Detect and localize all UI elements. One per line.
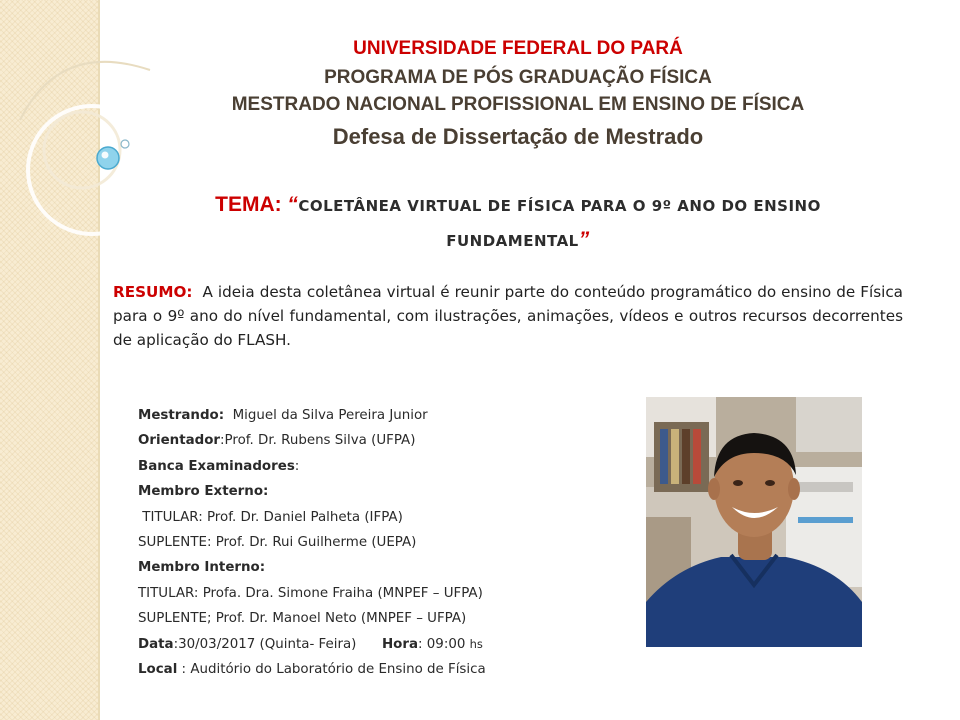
orientador-value: :Prof. Dr. Rubens Silva (UFPA) bbox=[220, 433, 416, 449]
interno-titular-row bbox=[138, 581, 638, 606]
mestrando-label: Mestrando: bbox=[138, 408, 225, 423]
resumo-block bbox=[113, 280, 903, 352]
hora-unit: hs bbox=[469, 636, 483, 651]
membro-externo-label: Membro Externo: bbox=[138, 484, 269, 500]
orientador-label: Orientador bbox=[138, 433, 221, 449]
mestrando-row bbox=[138, 403, 638, 428]
data-hora-row bbox=[138, 632, 638, 657]
membro-interno-label: Membro Interno: bbox=[138, 560, 266, 576]
banca-row bbox=[138, 454, 638, 479]
course-title: MESTRADO NACIONAL PROFISSIONAL EM ENSINO DE FÍSICA bbox=[231, 94, 805, 115]
data-label: Data bbox=[138, 636, 174, 652]
banca-suffix: : bbox=[294, 458, 300, 474]
externo-titular: TITULAR: Prof. Dr. Daniel Palheta (IFPA) bbox=[142, 509, 403, 525]
resumo-colon: : bbox=[186, 283, 193, 301]
tema-close-quote: ” bbox=[578, 228, 590, 251]
data-value: :30/03/2017 (Quinta- Feira) bbox=[173, 636, 357, 652]
tema-open-quote: “ bbox=[287, 193, 299, 216]
interno-suplente: SUPLENTE; Prof. Dr. Manoel Neto (MNPEF – UFPA) bbox=[138, 611, 467, 627]
resumo-text: A ideia desta coletânea virtual é reunir parte do conteúdo programático do ensino de Física para o 9º ano do nível fundamental, com ilustrações, animações, vídeos e outros recursos decorrentes de aplicação do FLASH. bbox=[113, 283, 903, 349]
local-row bbox=[138, 657, 638, 682]
event-title: Defesa de Dissertação de Mestrado bbox=[332, 124, 704, 149]
tema-colon: : bbox=[274, 193, 282, 216]
tema-text-line2: FUNDAMENTAL bbox=[446, 232, 579, 250]
mestrando-value: Miguel da Silva Pereira Junior bbox=[232, 408, 428, 423]
interno-suplente-row bbox=[138, 606, 638, 631]
hora-value: : 09:00 bbox=[418, 636, 466, 652]
externo-suplente: SUPLENTE: Prof. Dr. Rui Guilherme (UEPA) bbox=[138, 534, 417, 550]
externo-titular-row bbox=[138, 505, 638, 530]
externo-suplente-row bbox=[138, 530, 638, 555]
orientador-row bbox=[138, 428, 638, 453]
tema-label: TEMA bbox=[215, 193, 275, 216]
university-title: UNIVERSIDADE FEDERAL DO PARÁ bbox=[353, 38, 683, 59]
membro-externo-row bbox=[138, 479, 638, 504]
candidate-photo bbox=[646, 397, 862, 647]
membro-interno-row bbox=[138, 555, 638, 580]
tema-block bbox=[118, 188, 918, 258]
tema-text-line1: COLETÂNEA VIRTUAL DE FÍSICA PARA O 9º ANO DO ENSINO bbox=[298, 197, 821, 215]
local-label: Local bbox=[138, 661, 178, 677]
local-value: : Auditório do Laboratório de Ensino de Física bbox=[177, 661, 486, 677]
interno-titular: TITULAR: Profa. Dra. Simone Fraiha (MNPEF – UFPA) bbox=[138, 585, 483, 601]
defense-info bbox=[138, 403, 638, 682]
program-title: PROGRAMA DE PÓS GRADUAÇÃO FÍSICA bbox=[324, 67, 712, 88]
banca-label: Banca Examinadores bbox=[138, 458, 295, 474]
hora-label: Hora bbox=[381, 636, 419, 652]
resumo-label: RESUMO bbox=[113, 283, 187, 301]
